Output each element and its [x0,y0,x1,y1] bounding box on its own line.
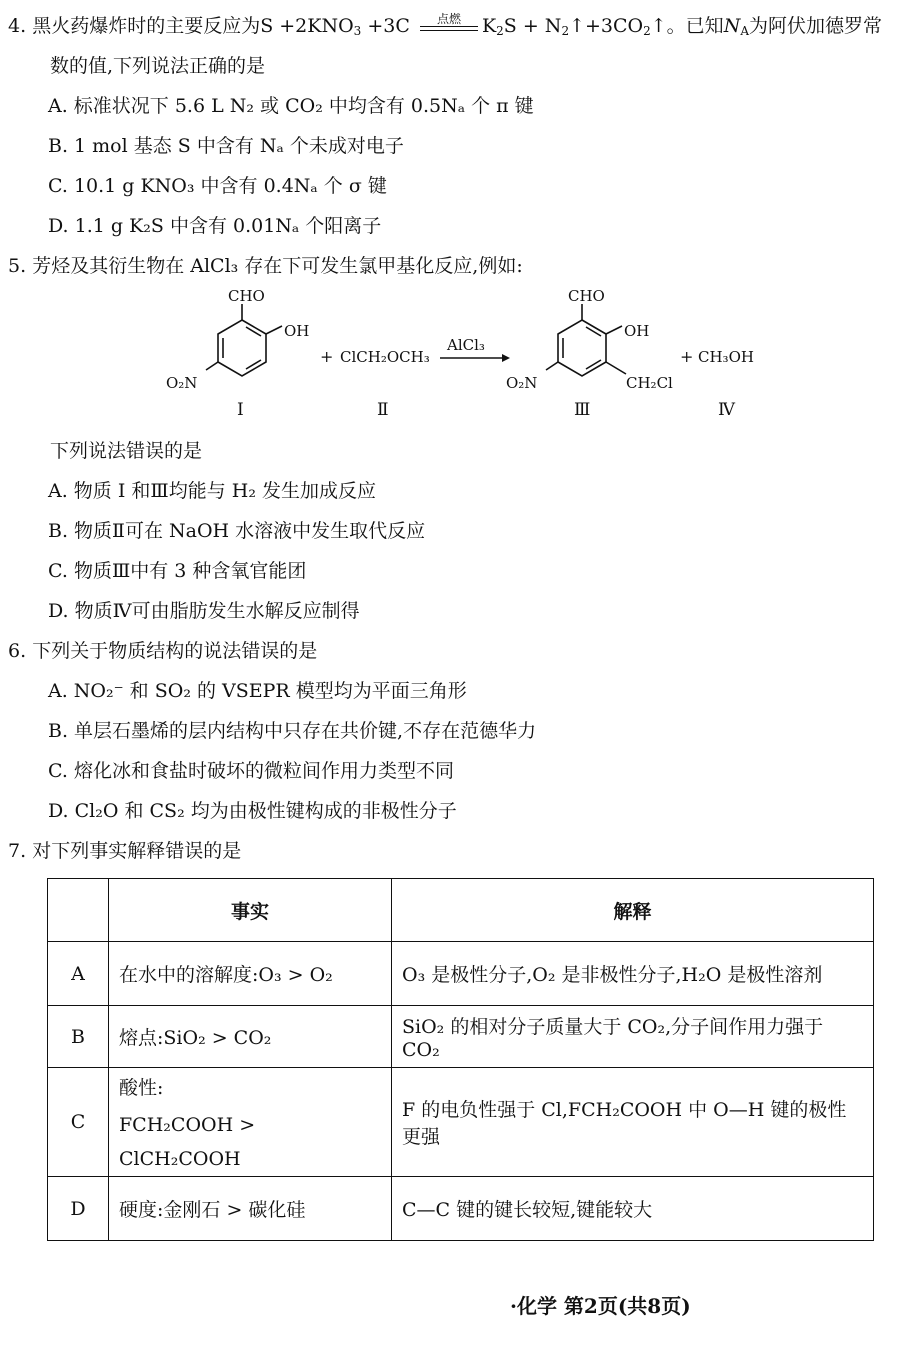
header-fact: 事实 [109,879,392,942]
molecule-3-cho: CHO [568,287,605,305]
molecule-3-structure [546,304,626,376]
molecule-1-oh: OH [284,322,310,340]
q4-products-c: ↑+3CO [569,15,644,37]
row-label: A [48,942,109,1006]
q6-option-a: A. NO₂⁻ 和 SO₂ 的 VSEPR 模型均为平面三角形 [48,680,467,702]
q4-reactants-tail: +3C [361,15,410,37]
q4-products-c-sub: 2 [643,24,651,38]
q4-number: 4. [8,15,27,37]
q6-option-d: D. Cl₂O 和 CS₂ 均为由极性键构成的非极性分子 [48,800,457,822]
molecule-3-label: Ⅲ [574,400,591,420]
q6-number: 6. [8,640,27,662]
molecule-3-no2: O₂N [506,374,538,392]
q4-option-c: C. 10.1 g KNO₃ 中含有 0.4Nₐ 个 σ 键 [48,175,387,197]
header-blank [48,879,109,942]
q4-stem-pre: 黑火药爆炸时的主要反应为 [32,15,261,37]
plus-sign-2: + [680,347,694,366]
q4-option-d: D. 1.1 g K₂S 中含有 0.01Nₐ 个阳离子 [48,215,382,237]
q4-reactants: S +2KNO [260,15,354,37]
product-4-label: Ⅳ [718,400,735,420]
q5-option-d: D. 物质Ⅳ可由脂肪发生水解反应制得 [48,600,360,622]
q4-reactants-sub: 3 [353,24,362,38]
q7-number: 7. [8,840,27,862]
q6-option-c: C. 熔化冰和食盐时破坏的微粒间作用力类型不同 [48,760,454,782]
q4-products-a: K [481,15,497,37]
row-explanation: C—C 键的键长较短,键能较大 [392,1177,874,1241]
q5-number: 5. [8,255,27,277]
q5-option-b: B. 物质Ⅱ可在 NaOH 水溶液中发生取代反应 [48,520,426,542]
row-fact: 在水中的溶解度:O₃ > O₂ [109,942,392,1006]
q4-reaction-arrow [416,12,482,37]
q4-na: N [723,15,741,37]
q5-question: 下列说法错误的是 [50,440,203,462]
row-label: B [48,1006,109,1068]
catalyst: AlCl₃ [447,336,485,354]
plus-sign-1: + [320,347,334,366]
q7-stem-line [8,837,241,865]
table-row [48,1006,874,1068]
q5-stem: 芳烃及其衍生物在 AlCl₃ 存在下可发生氯甲基化反应,例如: [32,255,523,277]
product-4: CH₃OH [698,348,754,366]
row-explanation: F 的电负性强于 Cl,FCH₂COOH 中 O—H 键的极性更强 [392,1068,874,1177]
q4-option-a: A. 标准状况下 5.6 L N₂ 或 CO₂ 中均含有 0.5Nₐ 个 π 键 [48,95,534,117]
molecule-1-cho: CHO [228,287,265,305]
q4-stem-line2: 数的值,下列说法正确的是 [50,55,266,77]
row-label: D [48,1177,109,1241]
molecule-3-oh: OH [624,322,650,340]
row-explanation: O₃ 是极性分子,O₂ 是非极性分子,H₂O 是极性溶剂 [392,942,874,1006]
table-row [48,1068,874,1177]
q4-stem-post: 为阿伏加德罗常 [748,15,882,37]
q4-products-b-sub: 2 [561,24,570,38]
row-fact-line2: FCH₂COOH > ClCH₂COOH [119,1114,256,1170]
molecule-1-label: I [237,400,244,420]
molecule-1-structure [206,304,282,376]
reagent-2: ClCH₂OCH₃ [340,348,430,366]
q6-option-b: B. 单层石墨烯的层内结构中只存在共价键,不存在范德华力 [48,720,537,742]
header-explanation: 解释 [392,879,874,942]
q5-option-c: C. 物质Ⅲ中有 3 种含氧官能团 [48,560,307,582]
q7-table [47,878,874,1241]
q4-na-sub: A [740,24,749,38]
q4-products-d: ↑。已知 [650,15,724,37]
row-fact: 硬度:金刚石 > 碳化硅 [109,1177,392,1241]
q5-stem-line [8,252,523,280]
table-row [48,942,874,1006]
q4-stem-line1 [8,12,882,40]
page-footer: ·化学 第2页(共8页) [510,1294,691,1318]
row-label: C [48,1068,109,1177]
q4-products-a-sub: 2 [496,24,504,38]
q7-table-header [48,879,874,942]
reaction-arrow-head [502,354,510,362]
table-row [48,1177,874,1241]
row-fact [109,1068,392,1177]
row-fact-line1: 酸性: [119,1077,164,1099]
q7-stem: 对下列事实解释错误的是 [32,840,242,862]
q6-stem-line [8,637,317,665]
row-fact: 熔点:SiO₂ > CO₂ [109,1006,392,1068]
molecule-1-no2: O₂N [166,374,198,392]
q6-stem: 下列关于物质结构的说法错误的是 [32,640,318,662]
molecule-3-ch2cl: CH₂Cl [626,374,673,392]
q4-condition: 点燃 [436,12,461,26]
reagent-2-label: Ⅱ [377,400,389,420]
q5-reaction-scheme [150,282,790,427]
row-explanation: SiO₂ 的相对分子质量大于 CO₂,分子间作用力强于 CO₂ [392,1006,874,1068]
q4-option-b: B. 1 mol 基态 S 中含有 Nₐ 个未成对电子 [48,135,404,157]
q5-option-a: A. 物质 I 和Ⅲ均能与 H₂ 发生加成反应 [48,480,376,502]
q4-products-b: S + N [503,15,562,37]
